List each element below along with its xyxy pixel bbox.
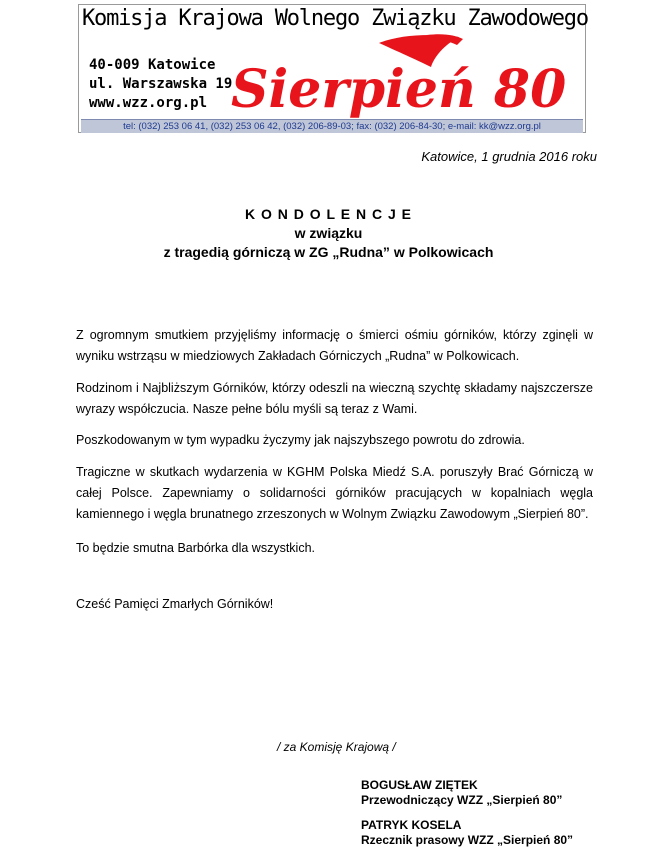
paragraph-4: Tragiczne w skutkach wydarzenia w KGHM Polska Miedź S.A. poruszyły Brać Górniczą w całej Polsce. Zapewniamy o solidarności górników pracujących w kopalniach węgla kamiennego i węgla brunatnego zrzeszonych w Wolnym Związku Zawodowym „Sierpień 80”. [76, 465, 593, 521]
signature-role: Rzecznik prasowy WZZ „Sierpień 80” [361, 833, 574, 847]
sierpien-80-logo [229, 31, 574, 119]
heading-line2: w związku [294, 225, 363, 241]
paragraph-6: Cześć Pamięci Zmarłych Górników! [76, 597, 274, 611]
logo-text: Sierpień 80 [231, 59, 567, 119]
address-website: www.wzz.org.pl [89, 95, 208, 111]
signature-1 [361, 778, 562, 808]
signature-2 [361, 818, 573, 848]
signature-role: Przewodniczący WZZ „Sierpień 80” [361, 793, 563, 807]
address-street: ul. Warszawska 19 [89, 76, 233, 92]
closing-line: / za Komisję Krajową / [277, 740, 396, 754]
letterhead [78, 4, 586, 133]
paragraph-2: Rodzinom i Najbliższym Górników, którzy odeszli na wieczną szychtę składamy najszczersze wyrazy współczucia. Nasze pełne bólu myśli są teraz z Wami. [76, 381, 593, 416]
address-city: 40-009 Katowice [89, 57, 216, 73]
paragraph-3: Poszkodowanym w tym wypadku życzymy jak najszybszego powrotu do zdrowia. [76, 433, 525, 447]
paragraph-1: Z ogromnym smutkiem przyjęliśmy informację o śmierci ośmiu górników, którzy zginęli w wyniku wstrząsu w miedziowych Zakładach Górniczych „Rudna” w Polkowicach. [76, 328, 593, 363]
heading-line3: z tragedią górniczą w ZG „Rudna” w Polkowicach [163, 244, 494, 260]
paragraph-5: To będzie smutna Barbórka dla wszystkich. [76, 541, 315, 555]
letter-date: Katowice, 1 grudnia 2016 roku [421, 149, 597, 164]
signature-name: PATRYK KOSELA [361, 818, 462, 832]
letterhead-title: Komisja Krajowa Wolnego Związku Zawodowego [82, 6, 588, 31]
signature-name: BOGUSŁAW ZIĘTEK [361, 778, 478, 792]
heading-kondolencje: K O N D O L E N C J E [245, 206, 412, 222]
contact-bar: tel: (032) 253 06 41, (032) 253 06 42, (032) 206-89-03; fax: (032) 206-84-30; e-mail: kk@wzz.org.pl [81, 119, 583, 133]
